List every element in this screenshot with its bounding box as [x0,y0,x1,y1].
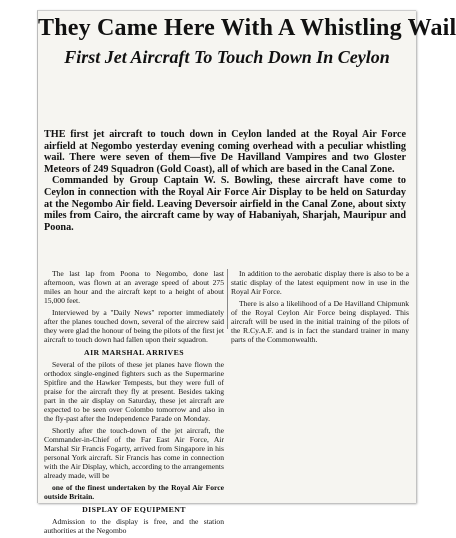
column-divider [227,269,228,329]
left-paragraph-4: Shortly after the touch-down of the jet aircraft, the Commander-in-Chief of the Far East Air Force, Air Marshal Sir Francis Fogarty, arrived from Singapore in his personal York aircraft. Sir Francis has come in connection with the Air Display, which, according to the arrangements already made, will be [44,426,224,480]
left-paragraph-1: The last lap from Poona to Negombo, done last afternoon, was flown at an average speed of about 275 miles an hour and the aircraft kept to a height of about 15,000 feet. [44,269,224,305]
right-column [231,269,409,347]
left-paragraph-3: Several of the pilots of these jet planes have flown the orthodox single-engined fighters such as the Supermarine Spitfire and the Hawker Tempests, but they were full of praise for the aircraft they fly at present. Besides taking part in the air display on Saturday, these jet aircraft are expected to be seen over Colombo tomorrow and also in the fly-past after the Independence Parade on Monday. [44,360,224,423]
section-heading-display-equipment: DISPLAY OF EQUIPMENT [82,505,186,514]
left-paragraph-2: Interviewed by a "Daily News" reporter immediately after the planes touched down, several of the aircrew said they were glad the honour of being the pilots of the first jet aircraft to touch down had fallen upon their squadron. [44,308,224,344]
right-paragraph-2: There is also a likelihood of a De Havilland Chipmunk of the Royal Ceylon Air Force being displayed. This aircraft will be used in the initial training of the pilots of the R.Cy.A.F. and is in fact the standard trainer in many parts of the Commonwealth. [231,299,409,344]
headline: They Came Here With A Whistling Wail [38,15,456,41]
lead-story [44,129,406,233]
subheadline: First Jet Aircraft To Touch Down In Ceylon [64,47,390,67]
newspaper-clipping [37,10,456,535]
section-heading-air-marshal: AIR MARSHAL ARRIVES [84,348,184,357]
left-column [44,269,224,538]
lead-paragraph-1: THE first jet aircraft to touch down in Ceylon landed at the Royal Air Force airfield at Negombo yesterday evening coming overhead with a peculiar whistling wail. There were seven of them—five De Havilland Vampires and two Gloster Meteors of 249 Squadron (Gold Coast), all of which are based in the Canal Zone. [44,129,406,175]
right-paragraph-1: In addition to the aerobatic display there is also to be a static display of the latest equipment now in use in the Royal Air Force. [231,269,409,296]
left-paragraph-bold-close: one of the finest undertaken by the Royal Air Force outside Britain. [44,483,224,501]
lead-paragraph-2: Commanded by Group Captain W. S. Bowling, these aircraft have come to Ceylon in connection with the Royal Air Force Air Display to be held on Saturday at the Negombo Air field. Leaving Deversoir airfield in the Canal Zone, about sixty miles from Cairo, the aircraft came by way of Habaniyah, Sharjah, Mauripur and Poona. [44,175,406,233]
left-paragraph-5: Admission to the display is free, and the station authorities at the Negombo [44,517,224,535]
